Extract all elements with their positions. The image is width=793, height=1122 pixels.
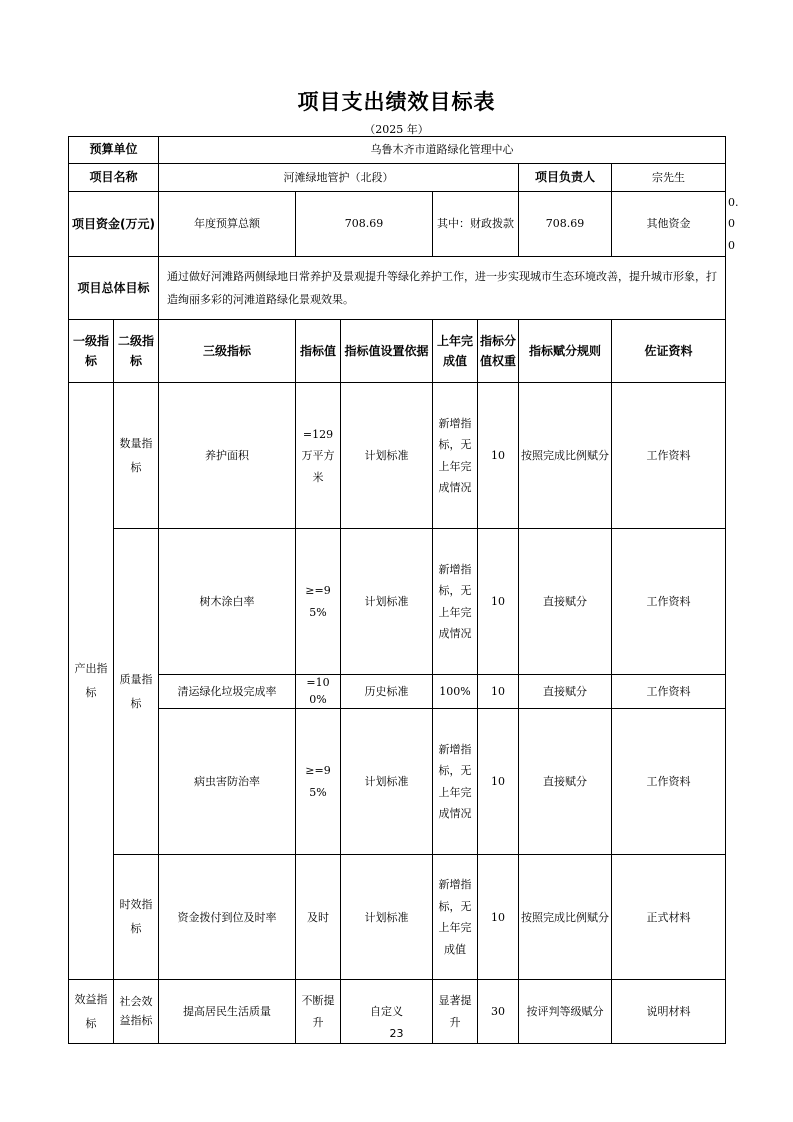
indicator-evidence: 工作资料 [612, 383, 726, 529]
indicator-name: 养护面积 [159, 383, 296, 529]
indicator-prev: 新增指标，无上年完成情况 [433, 709, 478, 855]
budget-unit-value: 乌鲁木齐市道路绿化管理中心 [159, 137, 726, 164]
indicator-evidence: 工作资料 [612, 675, 726, 709]
indicator-value: ≥=95% [296, 709, 341, 855]
level1-benefit: 效益指标 [69, 980, 114, 1044]
fiscal-label: 其中：财政拨款 [433, 192, 519, 257]
page-title: 项目支出绩效目标表 [297, 90, 496, 114]
budget-unit-label: 预算单位 [69, 137, 159, 164]
indicator-evidence: 工作资料 [612, 709, 726, 855]
indicator-weight: 10 [478, 529, 519, 675]
goal-row [69, 257, 726, 320]
indicator-basis: 计划标准 [341, 383, 433, 529]
indicator-value: 不断提升 [296, 980, 341, 1044]
indicator-basis: 计划标准 [341, 529, 433, 675]
indicator-weight: 10 [478, 675, 519, 709]
table-row [69, 709, 726, 855]
indicator-prev: 新增指标，无上年完成情况 [433, 383, 478, 529]
indicator-value: =100% [296, 675, 341, 709]
table-row [69, 675, 726, 709]
indicator-name: 清运绿化垃圾完成率 [159, 675, 296, 709]
project-name-value: 河滩绿地管护（北段） [159, 164, 519, 192]
budget-unit-row [69, 137, 726, 164]
year-label: （2025 年） [364, 123, 429, 136]
col-header: 指标分值权重 [478, 320, 519, 383]
goal-text: 通过做好河滩路两侧绿地日常养护及景观提升等绿化养护工作，进一步实现城市生态环境改善，提升城市形象，打造绚丽多彩的河滩道路绿化景观效果。 [159, 257, 726, 320]
indicator-basis: 计划标准 [341, 855, 433, 980]
indicator-rule: 直接赋分 [519, 675, 612, 709]
table-row [69, 855, 726, 980]
other-funds-label: 其他资金 [612, 192, 726, 257]
indicator-rule: 按照完成比例赋分 [519, 383, 612, 529]
indicator-evidence: 正式材料 [612, 855, 726, 980]
project-name-label: 项目名称 [69, 164, 159, 192]
indicator-prev: 新增指标，无上年完成情况 [433, 529, 478, 675]
table-row [69, 529, 726, 675]
fiscal-value: 708.69 [519, 192, 612, 257]
col-header: 三级指标 [159, 320, 296, 383]
indicator-basis: 历史标准 [341, 675, 433, 709]
project-name-row [69, 164, 726, 192]
level2-social: 社会效益指标 [114, 980, 159, 1044]
indicator-weight: 10 [478, 383, 519, 529]
level1-output: 产出指标 [69, 383, 114, 980]
col-header: 一级指标 [69, 320, 114, 383]
indicator-name: 资金拨付到位及时率 [159, 855, 296, 980]
indicator-evidence: 说明材料 [612, 980, 726, 1044]
project-lead-label: 项目负责人 [519, 164, 612, 192]
indicator-name: 提高居民生活质量 [159, 980, 296, 1044]
funds-row: 项目资金(万元) 年度预算总额 708.69 其中：财政拨款 708.69 其他资金 0.00 [69, 192, 726, 257]
indicator-weight: 30 [478, 980, 519, 1044]
indicator-value: ≥=95% [296, 529, 341, 675]
level2-quality: 质量指标 [114, 529, 159, 855]
indicator-prev: 100% [433, 675, 478, 709]
indicator-basis: 自定义 [341, 980, 433, 1044]
col-header: 二级指标 [114, 320, 159, 383]
table-row [69, 383, 726, 529]
indicator-rule: 直接赋分 [519, 529, 612, 675]
indicator-rule: 直接赋分 [519, 709, 612, 855]
col-header: 指标值设置依据 [341, 320, 433, 383]
level2-timeliness: 时效指标 [114, 855, 159, 980]
indicator-name: 树木涂白率 [159, 529, 296, 675]
indicator-rule: 按评判等级赋分 [519, 980, 612, 1044]
indicator-value: =129万平方米 [296, 383, 341, 529]
indicator-weight: 10 [478, 709, 519, 855]
column-header-row [69, 320, 726, 383]
col-header: 上年完成值 [433, 320, 478, 383]
annual-budget-label: 年度预算总额 [159, 192, 296, 257]
indicator-rule: 按照完成比例赋分 [519, 855, 612, 980]
indicator-evidence: 工作资料 [612, 529, 726, 675]
col-header: 佐证资料 [612, 320, 726, 383]
indicator-basis: 计划标准 [341, 709, 433, 855]
performance-table [68, 136, 739, 1044]
col-header: 指标值 [296, 320, 341, 383]
funds-label: 项目资金(万元) [69, 192, 159, 257]
col-header: 指标赋分规则 [519, 320, 612, 383]
indicator-value: 及时 [296, 855, 341, 980]
goal-label: 项目总体目标 [69, 257, 159, 320]
indicator-weight: 10 [478, 855, 519, 980]
project-lead-value: 宗先生 [612, 164, 726, 192]
indicator-prev: 新增指标，无上年完成值 [433, 855, 478, 980]
indicator-name: 病虫害防治率 [159, 709, 296, 855]
page-number: 23 [389, 1027, 404, 1040]
annual-budget-value: 708.69 [296, 192, 433, 257]
level2-quantity: 数量指标 [114, 383, 159, 529]
indicator-prev: 显著提升 [433, 980, 478, 1044]
